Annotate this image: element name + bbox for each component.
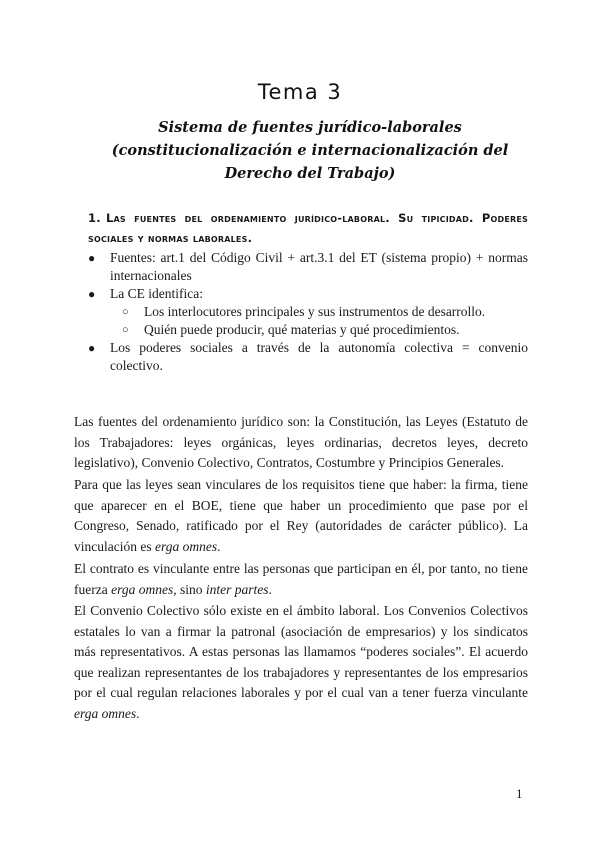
latin-term: erga omnes — [74, 705, 137, 721]
paragraph-collective-agreement — [74, 601, 528, 724]
latin-term: erga omnes — [154, 538, 218, 554]
section-number: 1. — [88, 211, 101, 225]
paragraph-text: El contrato es vinculante entre las personas que participan en él, por tanto, no tiene fuerza — [74, 561, 528, 597]
hollow-bullet-icon: ○ — [122, 306, 129, 318]
sub-list-item — [88, 321, 528, 339]
bullet-list — [88, 249, 528, 375]
paragraph-sources — [74, 412, 528, 474]
list-item — [88, 339, 528, 375]
page-title: Tema 3 — [257, 80, 343, 104]
latin-term: erga omnes — [111, 581, 174, 597]
paragraph-text: . — [217, 538, 221, 554]
paragraph-laws — [74, 475, 528, 557]
paragraph-text: Las fuentes del ordenamiento jurídico son: la Constitución, las Leyes (Estatuto de los Trabajadores: leyes orgánicas, leyes ordinarias, decretos leyes, decreto legislativo), Convenio Colectivo, Contratos, Costumbre y Principios Generales. — [74, 414, 528, 470]
paragraph-contract — [74, 559, 528, 600]
bullet-icon: ● — [88, 251, 96, 265]
hollow-bullet-icon: ○ — [122, 324, 129, 336]
page-number: 1 — [516, 786, 523, 801]
list-item — [88, 249, 528, 285]
paragraph-text: El Convenio Colectivo sólo existe en el ámbito laboral. Los Convenios Colectivos estatales lo van a firmar la patronal (asociación de empresarios) y los sindicatos más representativos. A estas personas las llamamos “poderes sociales”. El acuerdo que realizan representantes de los trabajadores y representantes de los empresarios por el cual regulan relaciones laborales y por el cual van a tener fuerza vinculante — [74, 603, 528, 700]
bullet-icon: ● — [88, 287, 96, 301]
paragraph-text: Para que las leyes sean vinculares de los requisitos tiene que haber: la firma, tiene que aparecer en el BOE, tiene que haber un procedimiento que pase por el Congreso, Senado, ratificado por el Rey (autoridades de carácter público). La vinculación es — [74, 477, 528, 554]
bullet-icon: ● — [88, 341, 96, 355]
list-item-text: Los poderes sociales a través de la autonomía colectiva = convenio colectivo. — [110, 340, 528, 373]
list-item-text: Los interlocutores principales y sus instrumentos de desarrollo. — [144, 304, 486, 319]
list-item-text: La CE identifica: — [110, 286, 203, 301]
section-heading-text: Las fuentes del ordenamiento jurídico-laboral. Su tipicidad. Poderes sociales y normas laborales. — [88, 211, 528, 245]
list-item — [88, 285, 528, 303]
page-subtitle: Sistema de fuentes jurídico-laborales (constitucionalización e internacionalización del Derecho del Trabajo) — [111, 119, 509, 182]
list-item-text: Quién puede producir, qué materias y qué procedimientos. — [144, 322, 460, 337]
paragraph-text: , sino — [173, 581, 206, 597]
sub-list-item — [88, 303, 528, 321]
section-heading — [88, 208, 528, 248]
paragraph-text: . — [136, 705, 140, 721]
paragraph-text: . — [268, 581, 272, 597]
latin-term: inter partes — [205, 581, 269, 597]
list-item-text: Fuentes: art.1 del Código Civil + art.3.1 del ET (sistema propio) + normas internacionales — [110, 250, 528, 283]
